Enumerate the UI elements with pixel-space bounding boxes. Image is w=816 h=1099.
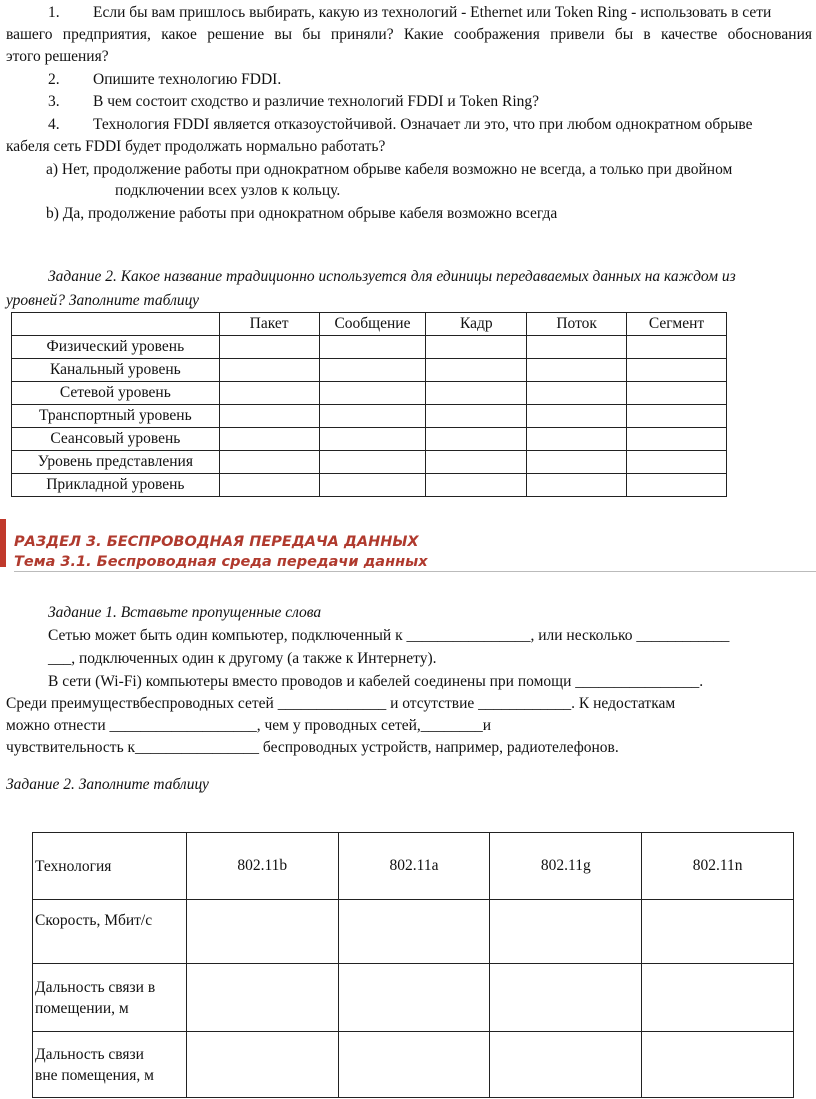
question-number: 2. xyxy=(48,71,60,88)
fill-blank-line-2: ___, подключенных один к другому (а также к Интернету). xyxy=(48,650,437,667)
answer-cell[interactable] xyxy=(426,336,527,359)
answer-cell[interactable] xyxy=(319,405,426,428)
answer-cell[interactable] xyxy=(527,359,627,382)
answer-cell[interactable] xyxy=(627,336,727,359)
row-header: Уровень представления xyxy=(12,451,220,474)
answer-cell[interactable] xyxy=(186,900,338,964)
column-header: Поток xyxy=(527,313,627,336)
answer-a-line-2: подключении всех узлов к кольцу. xyxy=(115,182,341,199)
task-2-heading-line-2: уровней? Заполните таблицу xyxy=(6,292,200,309)
row-header: Дальность связи в помещении, м xyxy=(33,964,187,1032)
answer-cell[interactable] xyxy=(219,359,319,382)
row-header: Дальность связи вне помещения, м xyxy=(33,1032,187,1098)
task-2-heading: Задание 2. Какое название традиционно используется для единицы передаваемых данных на каждом из xyxy=(48,268,736,285)
table-row xyxy=(33,964,794,1032)
column-header: Пакет xyxy=(219,313,319,336)
answer-cell[interactable] xyxy=(490,900,642,964)
row-header: Физический уровень xyxy=(12,336,220,359)
column-header: Сообщение xyxy=(319,313,426,336)
question-number: 1. xyxy=(48,4,60,21)
column-header: 802.11n xyxy=(642,833,794,900)
column-header: 802.11a xyxy=(338,833,490,900)
answer-cell[interactable] xyxy=(490,964,642,1032)
column-header: Технология xyxy=(33,833,187,900)
answer-cell[interactable] xyxy=(627,405,727,428)
question-4-line-2: кабеля сеть FDDI будет продолжать нормально работать? xyxy=(6,138,386,155)
answer-cell[interactable] xyxy=(627,474,727,497)
table-header-row xyxy=(12,313,727,336)
answer-cell[interactable] xyxy=(338,1032,490,1098)
question-3 xyxy=(6,91,812,112)
section-accent-bar xyxy=(0,519,6,567)
question-4 xyxy=(6,114,812,135)
table-row xyxy=(12,451,727,474)
answer-cell[interactable] xyxy=(426,382,527,405)
answer-cell[interactable] xyxy=(426,359,527,382)
answer-cell[interactable] xyxy=(219,428,319,451)
answer-cell[interactable] xyxy=(642,964,794,1032)
question-1-line-3: этого решения? xyxy=(6,48,109,65)
answer-cell[interactable] xyxy=(426,451,527,474)
row-header: Канальный уровень xyxy=(12,359,220,382)
answer-cell[interactable] xyxy=(219,382,319,405)
question-text: Опишите технологию FDDI. xyxy=(93,71,282,88)
answer-cell[interactable] xyxy=(319,451,426,474)
question-text: В чем состоит сходство и различие технологий FDDI и Token Ring? xyxy=(93,93,540,110)
answer-cell[interactable] xyxy=(338,964,490,1032)
answer-cell[interactable] xyxy=(319,336,426,359)
answer-cell[interactable] xyxy=(527,382,627,405)
answer-cell[interactable] xyxy=(527,336,627,359)
answer-cell[interactable] xyxy=(319,382,426,405)
answer-cell[interactable] xyxy=(527,428,627,451)
answer-cell[interactable] xyxy=(627,428,727,451)
answer-cell[interactable] xyxy=(527,474,627,497)
row-header: Сетевой уровень xyxy=(12,382,220,405)
fill-blank-line-4: Среди преимуществбеспроводных сетей ______________ и отсутствие ____________. К недостаткам xyxy=(6,695,676,712)
answer-cell[interactable] xyxy=(219,336,319,359)
row-header: Транспортный уровень xyxy=(12,405,220,428)
answer-cell[interactable] xyxy=(219,405,319,428)
table-corner-cell xyxy=(12,313,220,336)
answer-cell[interactable] xyxy=(627,451,727,474)
answer-cell[interactable] xyxy=(627,359,727,382)
question-2 xyxy=(6,69,812,90)
osi-units-table xyxy=(11,312,727,497)
table-row xyxy=(33,1032,794,1098)
answer-cell[interactable] xyxy=(490,1032,642,1098)
fill-blank-line-5: можно отнести ___________________, чем у проводных сетей,________и xyxy=(6,717,492,734)
row-header: Сеансовый уровень xyxy=(12,428,220,451)
table-row xyxy=(12,336,727,359)
row-header: Скорость, Мбит/с xyxy=(33,900,187,964)
table-row xyxy=(12,474,727,497)
answer-cell[interactable] xyxy=(186,1032,338,1098)
question-text: Технология FDDI является отказоустойчивой. Означает ли это, что при любом однократном обрыве xyxy=(93,116,753,133)
table-row xyxy=(12,359,727,382)
row-header: Прикладной уровень xyxy=(12,474,220,497)
answer-cell[interactable] xyxy=(426,474,527,497)
answer-cell[interactable] xyxy=(319,359,426,382)
fill-blank-line-3: В сети (Wi-Fi) компьютеры вместо проводов и кабелей соединены при помощи ________________. xyxy=(48,673,704,690)
question-text: Если бы вам пришлось выбирать, какую из технологий - Ethernet или Token Ring - использовать в сети xyxy=(93,4,772,21)
question-number: 3. xyxy=(48,93,60,110)
table-row xyxy=(12,405,727,428)
answer-cell[interactable] xyxy=(426,405,527,428)
fill-blank-line-6: чувствительность к________________ беспроводных устройств, например, радиотелефонов. xyxy=(6,739,619,756)
answer-cell[interactable] xyxy=(642,900,794,964)
question-1-line-2: вашего предприятия, какое решение вы бы приняли? Какие соображения привели бы в качестве обоснования xyxy=(6,26,812,43)
column-header: Кадр xyxy=(426,313,527,336)
table-row xyxy=(12,428,727,451)
section-title: РАЗДЕЛ 3. БЕСПРОВОДНАЯ ПЕРЕДАЧА ДАННЫХ xyxy=(14,534,419,550)
answer-b: b) Да, продолжение работы при однократном обрыве кабеля возможно всегда xyxy=(46,205,558,222)
answer-cell[interactable] xyxy=(426,428,527,451)
answer-cell[interactable] xyxy=(627,382,727,405)
answer-cell[interactable] xyxy=(338,900,490,964)
task-3-heading: Задание 1. Вставьте пропущенные слова xyxy=(48,604,322,621)
answer-cell[interactable] xyxy=(219,474,319,497)
question-1 xyxy=(6,2,812,23)
wifi-standards-table xyxy=(32,832,794,1098)
answer-cell[interactable] xyxy=(527,405,627,428)
column-header: 802.11b xyxy=(186,833,338,900)
answer-a: a) Нет, продолжение работы при однократном обрыве кабеля возможно не всегда, а только при двойном xyxy=(46,161,733,178)
answer-cell[interactable] xyxy=(319,474,426,497)
answer-cell[interactable] xyxy=(527,451,627,474)
answer-cell[interactable] xyxy=(219,451,319,474)
table-header-row xyxy=(33,833,794,900)
table-row xyxy=(12,382,727,405)
answer-cell[interactable] xyxy=(642,1032,794,1098)
answer-cell[interactable] xyxy=(186,964,338,1032)
section-divider xyxy=(14,571,816,572)
column-header: Сегмент xyxy=(627,313,727,336)
table-row xyxy=(33,900,794,964)
question-number: 4. xyxy=(48,116,60,133)
column-header: 802.11g xyxy=(490,833,642,900)
task-4-heading: Задание 2. Заполните таблицу xyxy=(6,776,209,793)
section-subtitle: Тема 3.1. Беспроводная среда передачи данных xyxy=(14,554,428,570)
answer-cell[interactable] xyxy=(319,428,426,451)
fill-blank-line-1: Сетью может быть один компьютер, подключенный к ________________, или несколько ____________ xyxy=(48,627,730,644)
